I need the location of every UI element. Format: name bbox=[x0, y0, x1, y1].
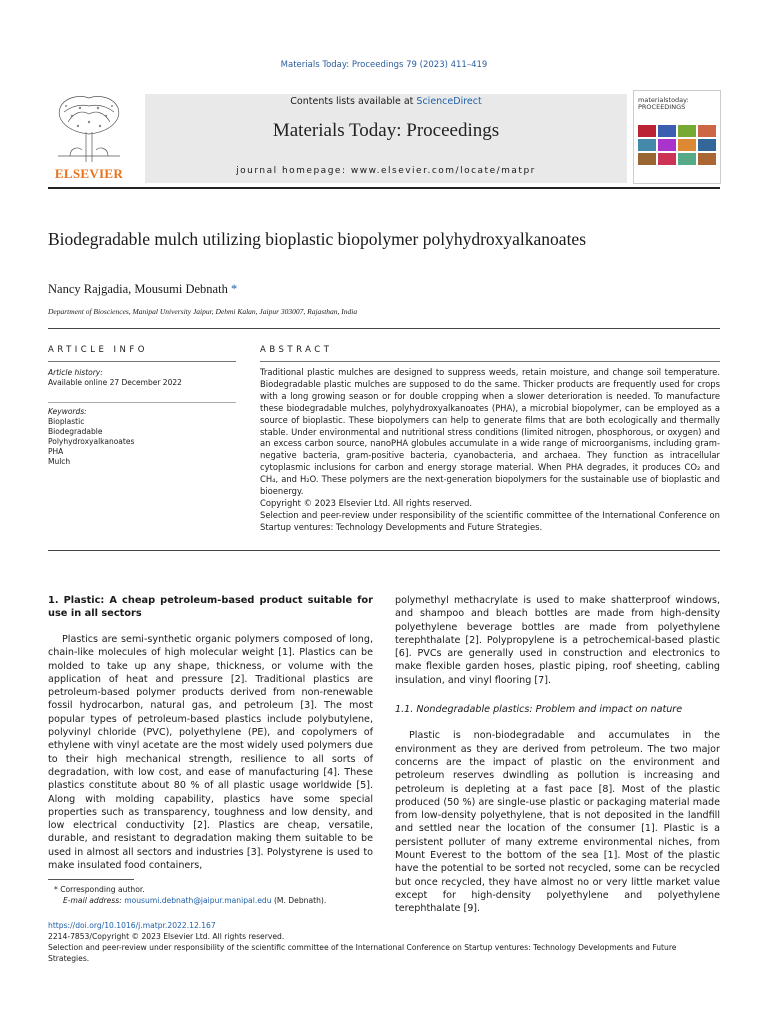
left-column bbox=[48, 594, 373, 872]
header-rule bbox=[48, 187, 720, 189]
section-1-heading: 1. Plastic: A cheap petroleum-based product suitable for use in all sectors bbox=[48, 595, 373, 619]
email-suffix: (M. Debnath). bbox=[273, 896, 327, 905]
email-link[interactable]: mousumi.debnath@jaipur.manipal.edu bbox=[124, 896, 272, 905]
abstract-text: Traditional plastic mulches are designed to suppress weeds, retain moisture, and change soil temperature. Biodegradable plastic mulches are supposed to do the same. Thicker products are frequently used for crops with a long growing season or for double cropping when a slower deterioration is needed. To manufacture these biodegradable mulches, polyhydroxyalkanoates (PHA), a microbial biopolymer, can be employed as a source of bioplastic. These biopolymers can help to generate films that are both ecologically and thermally stable. Under environmental and nutritional stress conditions (limited nitrogen, phosphorous, or oxygen) and an excess carbon source, nanoPHA globules accumulate in a wide range of microorganisms, including gram-negative bacteria, gram-positive bacteria, cyanobacteria, and archaea. They function as intracellular cytoplasmic inclusions for carbon and energy storage material. When PHA degrades, it produces CO₂ and CH₄, and H₂O. These polymers are the next-generation biopolymers for the sustainable use of bioplastic and bioenergy. bbox=[260, 367, 720, 497]
history-label: Article history: bbox=[48, 368, 103, 377]
abstract-heading: ABSTRACT bbox=[260, 345, 333, 355]
keywords-label: Keywords: bbox=[48, 407, 87, 416]
abstract-end-rule bbox=[48, 550, 720, 551]
page-footer bbox=[48, 920, 720, 964]
contents-prefix: Contents lists available at bbox=[290, 96, 417, 107]
keywords-rule bbox=[48, 402, 236, 403]
paragraph-2: polymethyl methacrylate is used to make shatterproof windows, and shampoo and bleach bottles are made from high-density polyethylene beverage bottles are made from polyethylene terephthalate [2]. Polypropylene is a petrochemical-based plastic [6]. PVCs are generally used in construction and electronics to make flexible garden hoses, plastic piping, roof sheeting, cabling insulation, and vinyl flooring [7]. bbox=[395, 595, 720, 686]
history-value: Available online 27 December 2022 bbox=[48, 378, 182, 387]
paragraph-3: Plastic is non-biodegradable and accumulates in the environment as they are derived from petroleum. The two major concerns are the impact of plastic on the environment and petroleum reserves dwindling as pollution is increasing and petroleum is depleting at a fast pace [8]. Most of the plastic produced (50 %) are single-use plastic or packaging material made from low-density polyethylene, that is not deposited in the landfill and settled near the location of the consumer [1]. Plastic is a persistent polluter of many extreme environmental niches, from Mount Everest to the bottom of the sea [1]. Most of the plastic have the potential to be sorted not recycled, some can be recycled but once recycled, they have almost no or very little market value except for high-density polyethylene and polyethylene terephthalate [9]. bbox=[395, 730, 720, 915]
abstract-rule bbox=[260, 361, 720, 362]
contents-line bbox=[145, 96, 627, 107]
sciencedirect-link[interactable]: ScienceDirect bbox=[416, 96, 482, 107]
section-1-1-heading: 1.1. Nondegradable plastics: Problem and impact on nature bbox=[395, 704, 683, 716]
running-head[interactable]: Materials Today: Proceedings 79 (2023) 411–419 bbox=[280, 60, 488, 70]
email-label: E-mail address: bbox=[63, 896, 122, 905]
affiliation: Department of Biosciences, Manipal University Jaipur, Dehmi Kalan, Jaipur 303007, Rajasthan, India bbox=[48, 307, 358, 316]
article-history bbox=[48, 368, 236, 388]
journal-homepage[interactable]: journal homepage: www.elsevier.com/locate/matpr bbox=[236, 166, 536, 176]
author-list bbox=[48, 282, 237, 297]
keyword: Biodegradable bbox=[48, 427, 103, 436]
corresponding-author-mark[interactable]: * bbox=[230, 282, 238, 296]
corresponding-note: * Corresponding author. bbox=[54, 885, 145, 894]
doi-link[interactable]: https://doi.org/10.1016/j.matpr.2022.12.167 bbox=[48, 921, 216, 930]
journal-title: Materials Today: Proceedings bbox=[272, 120, 500, 141]
keyword: Mulch bbox=[48, 457, 71, 466]
abstract-body bbox=[260, 367, 720, 534]
abstract-copyright: Copyright © 2023 Elsevier Ltd. All rights reserved. bbox=[260, 497, 473, 508]
footer-review: Selection and peer-review under responsibility of the scientific committee of the International Conference on Startup ventures: Technology Developments and Future Strategies. bbox=[48, 943, 677, 963]
article-info-heading: ARTICLE INFO bbox=[48, 345, 148, 355]
issn-line: 2214-7853/Copyright © 2023 Elsevier Ltd. All rights reserved. bbox=[48, 932, 285, 941]
right-column bbox=[395, 594, 720, 916]
keyword: PHA bbox=[48, 447, 64, 456]
keyword: Bioplastic bbox=[48, 417, 85, 426]
email-line bbox=[54, 895, 374, 906]
authors: Nancy Rajgadia, Mousumi Debnath bbox=[48, 282, 228, 296]
keywords-block bbox=[48, 407, 236, 467]
article-title: Biodegradable mulch utilizing bioplastic biopolymer polyhydroxyalkanoates bbox=[48, 229, 587, 249]
affiliation-rule bbox=[48, 328, 720, 329]
paragraph-1: Plastics are semi-synthetic organic polymers composed of long, chain-like molecules of high molecular weight [1]. Plastics can be molded to take up any shape, thickness, or volume with the application of heat and pressure [2]. Traditional plastics are petroleum-based polymer products derived from non-renewable fossil hydrocarbon, natural gas, and petroleum [3]. The most popular types of petroleum-based plastics include polybutylene, polyvinyl chloride (PVC), polyethylene (PE), and copolymers of ethylene with vinyl acetate are the most widely used polymers due to their high mechanical strength, resilience to all sorts of degradation, with low cost, and ease of manufacturing [4]. These plastics constitute about 80 % of all plastic usage worldwide [5]. Along with molding capability, plastics have some special properties such as transparency, toughness and low density, and low electrical conductivity [2]. Plastics are cheap, versatile, durable, and resistant to degradation making them suitable to be used in almost all sectors and industries [3]. Polystyrene is used to make insulated food containers, bbox=[48, 634, 373, 872]
abstract-review: Selection and peer-review under responsibility of the scientific committee of the International Conference on Startup ventures: Technology Developments and Future Strategies. bbox=[260, 509, 720, 532]
keyword: Polyhydroxyalkanoates bbox=[48, 437, 135, 446]
publisher-wordmark: ELSEVIER bbox=[54, 166, 124, 181]
footnote-rule bbox=[48, 879, 134, 880]
journal-cover[interactable] bbox=[633, 90, 721, 184]
cover-title: materialstoday: PROCEEDINGS bbox=[638, 96, 689, 111]
info-rule bbox=[48, 361, 236, 362]
footnote bbox=[54, 884, 374, 906]
